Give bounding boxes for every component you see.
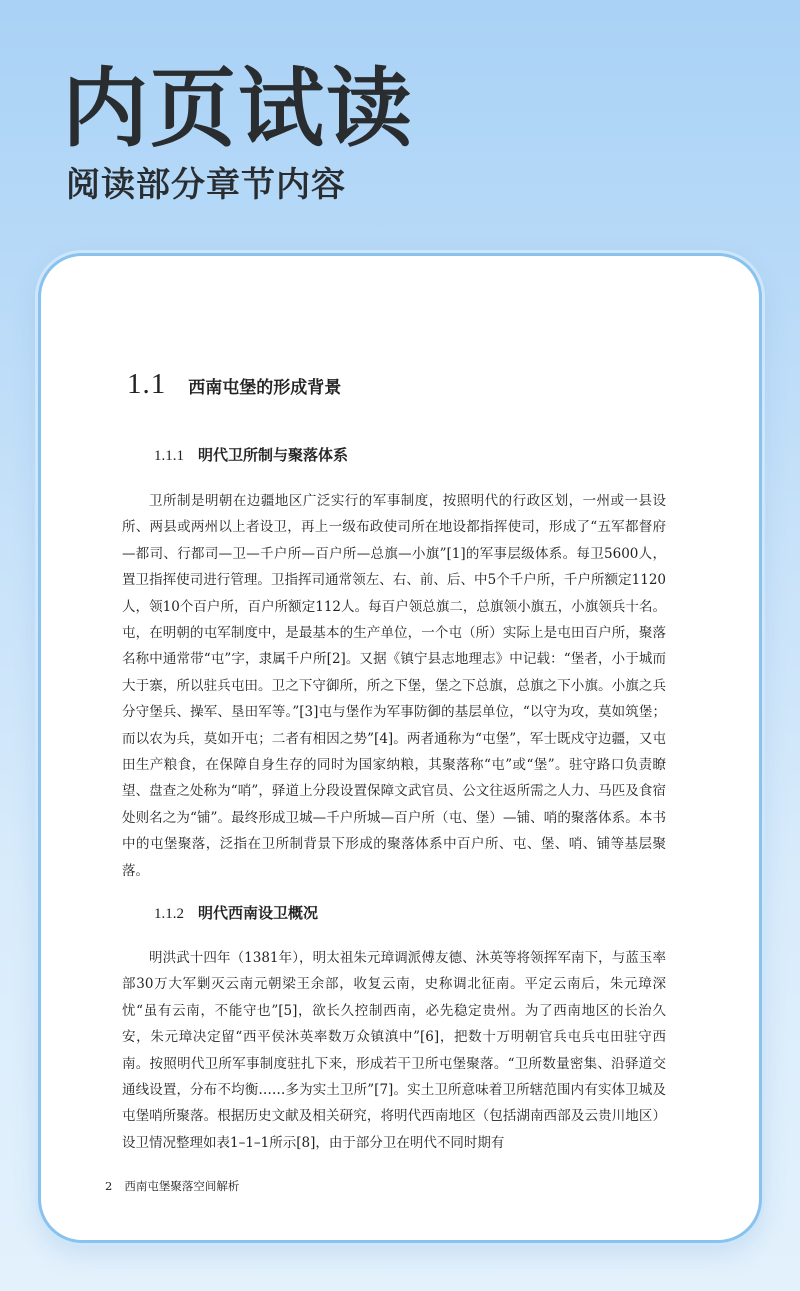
book-page-preview [38, 253, 762, 1243]
subsection-number: 1.1.2 [154, 906, 184, 922]
book-title: 西南屯堡聚落空间解析 [124, 1179, 240, 1193]
section-number: 1.1 [127, 368, 167, 400]
subsection-number: 1.1.1 [154, 448, 184, 464]
subsection-heading [154, 902, 318, 923]
section-title: 西南屯堡的形成背景 [188, 378, 342, 398]
promo-subtitle: 阅读部分章节内容 [66, 165, 346, 205]
subsection-title: 明代西南设卫概况 [198, 904, 319, 922]
subsection-title: 明代卫所制与聚落体系 [198, 446, 349, 464]
page-footer [105, 1178, 239, 1194]
page-number: 2 [105, 1179, 113, 1193]
body-paragraph: 卫所制是明朝在边疆地区广泛实行的军事制度，按照明代的行政区划，一州或一县设所、两县或两州以上者设卫，再上一级布政使司所在地设都指挥使司，形成了“五军都督府—都司、行都司—卫—千户所—百户所—总旗—小旗”[1]的军事层级体系。每卫5600人，置卫指挥使司进行管理。卫指挥司通常领左、右、前、后、中5个千户所，千户所额定1120人，领10个百户所，百户所额定112人。每百户领总旗二，总旗领小旗五，小旗领兵十名。屯，在明朝的屯军制度中，是最基本的生产单位，一个屯（所）实际上是屯田百户所，聚落名称中通常带“屯”字，隶属千户所[2]。又据《镇宁县志地理志》中记载：“堡者，小于城而大于寨，所以驻兵屯田。卫之下守御所，所之下堡，堡之下总旗，总旗之下小旗。小旗之兵分守堡兵、操军、垦田军等。”[3]屯与堡作为军事防御的基层单位，“以守为攻，莫如筑堡；而以农为兵，莫如开屯；二者有相因之势”[4]。两者通称为“屯堡”，军士既戍守边疆，又屯田生产粮食，在保障自身生存的同时为国家纳粮，其聚落称“屯”或“堡”。驻守路口负责瞭望、盘查之处称为“哨”，驿道上分段设置保障文武官员、公文往返所需之人力、马匹及食宿处则名之为“铺”。最终形成卫城—千户所城—百户所（屯、堡）—铺、哨的聚落体系。本书中的屯堡聚落，泛指在卫所制背景下形成的聚落体系中百户所、屯、堡、哨、铺等基层聚落。 [122, 493, 666, 879]
subsection-heading [154, 444, 348, 465]
section-heading [127, 368, 341, 401]
body-paragraph: 明洪武十四年（1381年），明太祖朱元璋调派傅友德、沐英等将领挥军南下，与蓝玉率部30万大军剿灭云南元朝梁王余部，收复云南，史称调北征南。平定云南后，朱元璋深忧“虽有云南，不能守也”[5]，欲长久控制西南，必先稳定贵州。为了西南地区的长治久安，朱元璋决定留“西平侯沐英率数万众镇滇中”[6]，把数十万明朝官兵屯兵屯田驻守西南。按照明代卫所军事制度驻扎下来，形成若干卫所屯堡聚落。“卫所数量密集、沿驿道交通线设置，分布不均衡……多为实土卫所”[7]。实土卫所意味着卫所辖范围内有实体卫城及屯堡哨所聚落。根据历史文献及相关研究，将明代西南地区（包括湖南西部及云贵川地区）设卫情况整理如表1–1–1所示[8]，由于部分卫在明代不同时期有 [122, 950, 666, 1151]
promo-title: 内页试读 [62, 59, 414, 159]
